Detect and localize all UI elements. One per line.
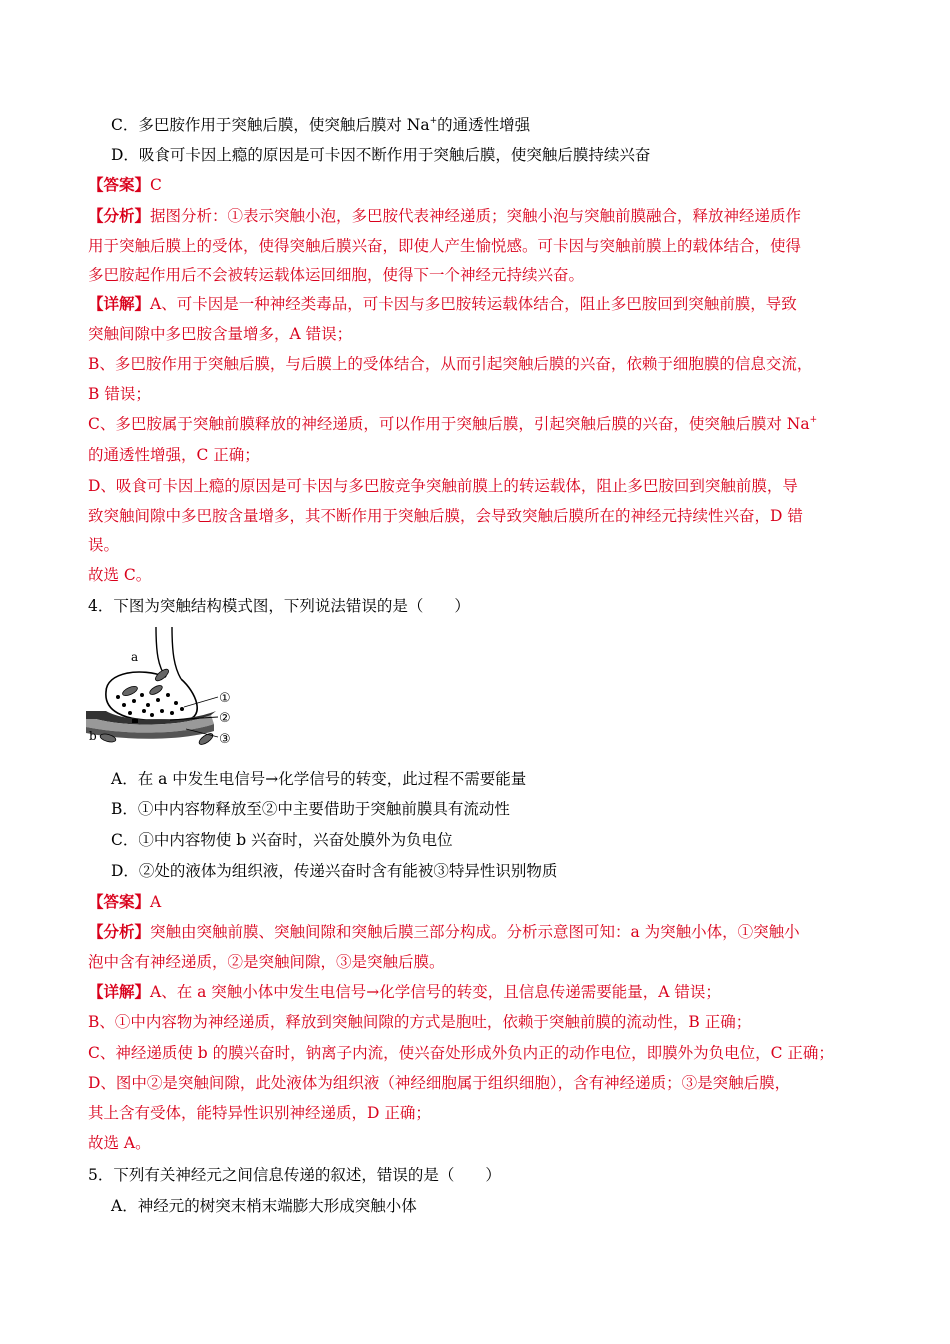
q3-option-d: D．吸食可卡因上瘾的原因是可卡因不断作用于突触后膜，使突触后膜持续兴奋 [111,146,651,164]
q4-conclusion: 故选 A。 [88,1134,151,1152]
q3-conclusion: 故选 C。 [88,566,152,584]
label-1: ① [219,691,231,706]
answer-tag: 【答案】 [88,175,151,194]
q4-detail-d: D、图中②是突触间隙，此处液体为组织液（神经细胞属于组织细胞），含有神经递质；③是突触后膜， [88,1074,791,1092]
analysis-tag: 【分析】 [88,922,151,941]
q3-detail-d: 误。 [88,536,120,554]
q4-option-a: A．在 a 中发生电信号→化学信号的转变，此过程不需要能量 [111,770,527,788]
synapse-diagram [86,627,246,749]
q3-detail-d: 致突触间隙中多巴胺含量增多，其不断作用于突触后膜，会导致突触后膜所在的神经元持续性兴奋，D 错 [88,507,803,525]
label-3: ③ [219,732,231,747]
q4-detail-a: 【详解】A、在 a 突触小体中发生电信号→化学信号的转变，且信息传递需要能量，A 错误； [88,982,721,1001]
q3-detail-b-cont: B 错误； [88,385,151,403]
q3-detail-a: 【详解】A、可卡因是一种神经类毒品，可卡因与多巴胺转运载体结合，阻止多巴胺回到突触前膜，导致 [88,294,797,313]
label-a: a [131,650,139,664]
q3-analysis-line: 多巴胺起作用后不会被转运载体运回细胞，使得下一个神经元持续兴奋。 [88,266,585,284]
q3-analysis-line: 【分析】据图分析：①表示突触小泡，多巴胺代表神经递质；突触小泡与突触前膜融合，释放神经递质作 [88,206,802,225]
q4-option-c: C．①中内容物使 b 兴奋时，兴奋处膜外为负电位 [111,831,453,849]
q3-detail-c: C、多巴胺属于突触前膜释放的神经递质，可以作用于突触后膜，引起突触后膜的兴奋，使突触后膜对 Na+ [88,415,818,433]
q3-analysis-line: 用于突触后膜上的受体，使得突触后膜兴奋，即使人产生愉悦感。可卡因与突触前膜上的载体结合，使得 [88,237,802,255]
q4-analysis-line: 泡中含有神经递质，②是突触间隙，③是突触后膜。 [88,953,445,971]
label-b: b [89,729,97,743]
answer-tag: 【答案】 [88,892,151,911]
q4-detail-c: C、神经递质使 b 的膜兴奋时，钠离子内流，使兴奋处形成外负内正的动作电位，即膜外为负电位，C 正确； [88,1044,834,1062]
label-2: ② [219,711,231,726]
q3-detail-a-cont: 突触间隙中多巴胺含量增多，A 错误； [88,325,353,343]
q3-detail-b: B、多巴胺作用于突触后膜，与后膜上的受体结合，从而引起突触后膜的兴奋，依赖于细胞膜的信息交流， [88,355,813,373]
q3-option-c: C．多巴胺作用于突触后膜，使突触后膜对 Na+的通透性增强 [111,116,531,134]
q4-option-d: D．②处的液体为组织液，传递兴奋时含有能被③特异性识别物质 [111,862,558,880]
q4-analysis-line: 【分析】突触由突触前膜、突触间隙和突触后膜三部分构成。分析示意图可知：a 为突触小体，①突触小 [88,922,800,941]
analysis-tag: 【分析】 [88,206,151,225]
q4-detail-d-cont: 其上含有受体，能特异性识别神经递质，D 正确； [88,1104,431,1122]
q3-detail-d: D、吸食可卡因上瘾的原因是可卡因与多巴胺竞争突触前膜上的转运载体，阻止多巴胺回到突触前膜，导 [88,477,798,495]
q4-stem: 4．下图为突触结构模式图，下列说法错误的是（ ） [88,597,470,615]
q3-detail-c-cont: 的通透性增强，C 正确； [88,446,260,464]
q5-option-a: A．神经元的树突末梢末端膨大形成突触小体 [111,1197,417,1215]
q4-answer: 【答案】A [88,892,162,911]
detail-tag: 【详解】 [88,294,151,313]
q4-detail-b: B、①中内容物为神经递质，释放到突触间隙的方式是胞吐，依赖于突触前膜的流动性，B 正确； [88,1013,752,1031]
q3-answer: 【答案】C [88,175,162,194]
q4-option-b: B．①中内容物释放至②中主要借助于突触前膜具有流动性 [111,800,510,818]
detail-tag: 【详解】 [88,982,151,1001]
q5-stem: 5．下列有关神经元之间信息传递的叙述，错误的是（ ） [88,1166,501,1184]
